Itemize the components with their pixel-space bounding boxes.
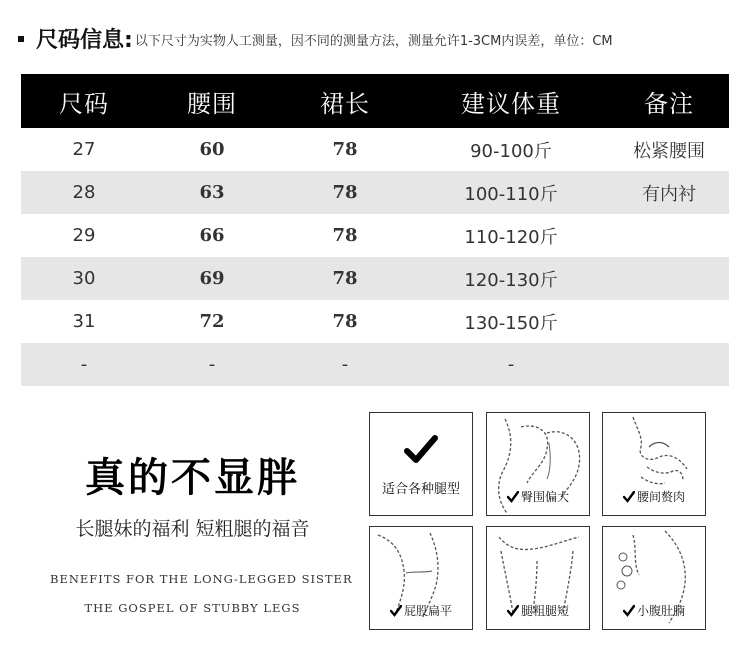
column-header-weight: 建议体重 bbox=[413, 74, 609, 128]
note-cell bbox=[609, 300, 729, 343]
column-header-note: 备注 bbox=[609, 74, 729, 128]
length-cell: 78 bbox=[277, 257, 413, 300]
length-cell: 78 bbox=[332, 225, 358, 246]
waist-cell: - bbox=[147, 343, 277, 386]
note-cell bbox=[609, 257, 729, 300]
note-cell: 有内衬 bbox=[609, 171, 729, 214]
feature-label: 屁股扁平 bbox=[403, 604, 452, 618]
check-icon bbox=[623, 491, 635, 503]
table-row bbox=[21, 257, 729, 300]
size-info-header bbox=[18, 24, 613, 52]
check-icon bbox=[507, 605, 519, 617]
slogan-block bbox=[50, 450, 353, 623]
slogan-english-line-1: BENEFITS FOR THE LONG-LEGGED SISTER bbox=[50, 572, 353, 586]
feature-cell-waist bbox=[602, 412, 706, 516]
measurement-note: 以下尺寸为实物人工测量，因不同的测量方法，测量允许1-3CM内误差，单位：CM bbox=[134, 34, 613, 49]
length-cell: 78 bbox=[332, 311, 358, 332]
feature-cell-all-legs bbox=[369, 412, 473, 516]
slogan-subtitle: 长腿妹的福利 短粗腿的福音 bbox=[75, 518, 310, 540]
feature-label: 臀围偏大 bbox=[520, 490, 569, 504]
slogan-english bbox=[50, 565, 353, 623]
size-cell: 29 bbox=[72, 225, 96, 246]
length-cell: - bbox=[277, 343, 413, 386]
size-cell: 28 bbox=[21, 171, 147, 214]
table-row bbox=[21, 300, 729, 343]
table-row bbox=[21, 171, 729, 214]
weight-cell: 120-130斤 bbox=[413, 257, 609, 300]
table-row bbox=[21, 343, 729, 386]
size-cell: 31 bbox=[72, 311, 96, 332]
feature-label: 腿粗腿短 bbox=[520, 604, 569, 618]
weight-cell: 90-100斤 bbox=[470, 140, 552, 162]
size-cell: 30 bbox=[21, 257, 147, 300]
check-icon bbox=[507, 491, 519, 503]
check-icon bbox=[390, 605, 402, 617]
table-header-row bbox=[21, 74, 729, 128]
column-header-size: 尺码 bbox=[21, 74, 147, 128]
check-icon bbox=[404, 435, 438, 465]
table-row bbox=[21, 128, 729, 171]
note-cell bbox=[609, 214, 729, 257]
weight-cell: - bbox=[413, 343, 609, 386]
slogan-english-line-2: THE GOSPEL OF STUBBY LEGS bbox=[84, 601, 301, 615]
bullet-icon bbox=[18, 36, 24, 42]
note-cell: 松紧腰围 bbox=[633, 140, 705, 162]
feature-cell-legs bbox=[486, 526, 590, 630]
waist-cell: 60 bbox=[199, 139, 225, 160]
column-header-waist: 腰围 bbox=[147, 74, 277, 128]
note-cell bbox=[609, 343, 729, 386]
feature-cell-hips bbox=[486, 412, 590, 516]
slogan-title: 真的不显胖 bbox=[85, 455, 300, 501]
weight-cell: 110-120斤 bbox=[464, 226, 558, 248]
size-table bbox=[21, 74, 729, 386]
length-cell: 78 bbox=[277, 171, 413, 214]
weight-cell: 100-110斤 bbox=[413, 171, 609, 214]
waist-cell: 72 bbox=[199, 311, 225, 332]
table-row bbox=[21, 214, 729, 257]
feature-cell-flat-hips bbox=[369, 526, 473, 630]
feature-label: 适合各种腿型 bbox=[381, 482, 460, 497]
size-cell: - bbox=[21, 343, 147, 386]
length-cell: 78 bbox=[332, 139, 358, 160]
feature-label: 小腹肚腩 bbox=[636, 604, 685, 618]
check-icon bbox=[623, 605, 635, 617]
feature-label: 腰间赘肉 bbox=[636, 490, 685, 504]
body-type-grid bbox=[369, 412, 714, 630]
waist-cell: 63 bbox=[147, 171, 277, 214]
feature-cell-belly bbox=[602, 526, 706, 630]
waist-cell: 69 bbox=[147, 257, 277, 300]
size-cell: 27 bbox=[72, 139, 96, 160]
size-info-title: 尺码信息: bbox=[36, 27, 133, 53]
weight-cell: 130-150斤 bbox=[464, 312, 558, 334]
column-header-length: 裙长 bbox=[277, 74, 413, 128]
waist-cell: 66 bbox=[199, 225, 225, 246]
